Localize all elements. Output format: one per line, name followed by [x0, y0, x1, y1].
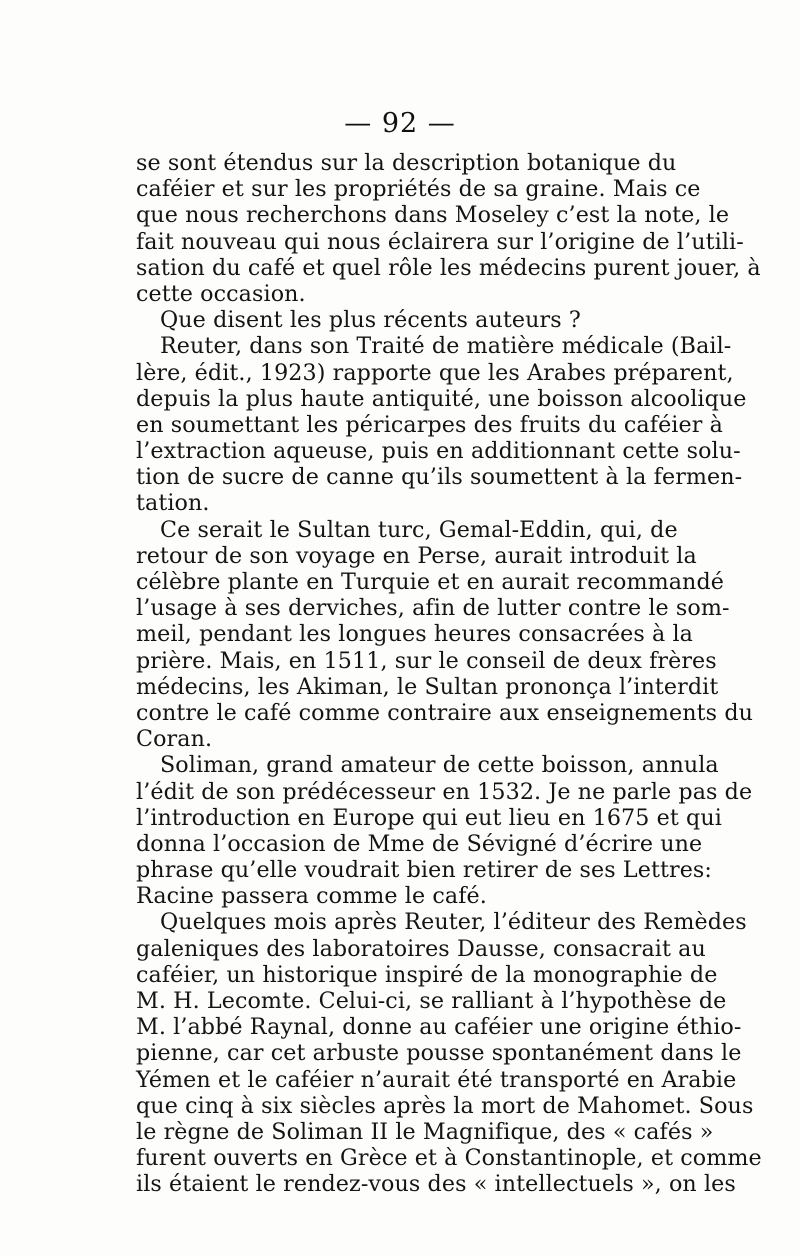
text-line: tion de sucre de canne qu’ils soumettent à la fermen-: [136, 464, 743, 491]
text-line: Yémen et le caféier n’aurait été transporté en Arabie: [136, 1066, 737, 1093]
text-line: Ce serait le Sultan turc, Gemal-Eddin, qui, de: [160, 516, 678, 543]
paragraph: [136, 752, 753, 910]
text-line: Que disent les plus récents auteurs ?: [160, 307, 581, 334]
text-line: l’extraction aqueuse, puis en additionnant cette solu-: [136, 438, 741, 465]
text-line: Soliman, grand amateur de cette boisson, annula: [160, 752, 719, 779]
paragraph: [136, 307, 668, 333]
text-line: M. l’abbé Raynal, donne au caféier une origine éthio-: [136, 1014, 742, 1041]
text-line: caféier et sur les propriétés de sa graine. Mais ce: [136, 176, 701, 203]
text-line: Racine passera comme le café.: [136, 883, 487, 910]
text-line: meil, pendant les longues heures consacrées à la: [136, 621, 693, 648]
page-number: — 92 —: [344, 108, 456, 139]
text-line: depuis la plus haute antiquité, une boisson alcoolique: [136, 385, 747, 412]
text-line: en soumettant les péricarpes des fruits du caféier à: [136, 411, 723, 438]
text-line: ils étaient le rendez-vous des « intellectuels », on les: [136, 1171, 736, 1198]
text-line: contre le café comme contraire aux enseignements du: [136, 699, 754, 726]
text-line: que cinq à six siècles après la mort de Mahomet. Sous: [136, 1092, 754, 1119]
text-line: Coran.: [136, 726, 213, 753]
text-line: caféier, un historique inspiré de la monographie de: [136, 961, 718, 988]
text-line: furent ouverts en Grèce et à Constantinople, et comme: [136, 1145, 762, 1172]
text-line: prière. Mais, en 1511, sur le conseil de deux frères: [136, 647, 717, 674]
text-line: pienne, car cet arbuste pousse spontanément dans le: [136, 1040, 742, 1067]
paragraph: [136, 333, 747, 517]
text-line: l’introduction en Europe qui eut lieu en 1675 et qui: [136, 804, 722, 831]
text-line: célèbre plante en Turquie et en aurait recommandé: [136, 569, 724, 595]
paragraph: [136, 909, 762, 1198]
text-line: retour de son voyage en Perse, aurait introduit la: [136, 542, 697, 569]
paragraph: [136, 516, 754, 753]
text-line: sation du café et quel rôle les médecins purent jouer, à: [136, 254, 761, 281]
text-line: l’usage à ses derviches, afin de lutter contre le som-: [136, 595, 730, 622]
body-text: [136, 150, 762, 1198]
text-line: le règne de Soliman II le Magnifique, des « cafés »: [136, 1118, 714, 1145]
text-line: fait nouveau qui nous éclairera sur l’origine de l’utili-: [136, 228, 744, 255]
text-line: M. H. Lecomte. Celui-ci, se ralliant à l’hypothèse de: [136, 988, 727, 1014]
text-line: se sont étendus sur la description botanique du: [136, 150, 677, 176]
text-line: cette occasion.: [136, 280, 306, 307]
text-line: lère, édit., 1923) rapporte que les Arabes préparent,: [136, 359, 734, 386]
text-line: que nous recherchons dans Moseley c’est la note, le: [136, 202, 730, 229]
text-line: Reuter, dans son Traité de matière médicale (Bail-: [160, 333, 732, 360]
text-line: donna l’occasion de Mme de Sévigné d’écrire une: [136, 830, 703, 857]
text-line: Quelques mois après Reuter, l’éditeur des Remèdes: [160, 909, 747, 936]
paragraph: [136, 150, 761, 307]
text-line: tation.: [136, 490, 210, 517]
text-line: phrase qu’elle voudrait bien retirer de ses Lettres:: [136, 857, 712, 884]
text-line: médecins, les Akiman, le Sultan prononça l’interdit: [136, 673, 719, 700]
text-line: galeniques des laboratoires Dausse, consacrait au: [136, 935, 706, 962]
text-line: l’édit de son prédécesseur en 1532. Je ne parle pas de: [136, 778, 753, 805]
